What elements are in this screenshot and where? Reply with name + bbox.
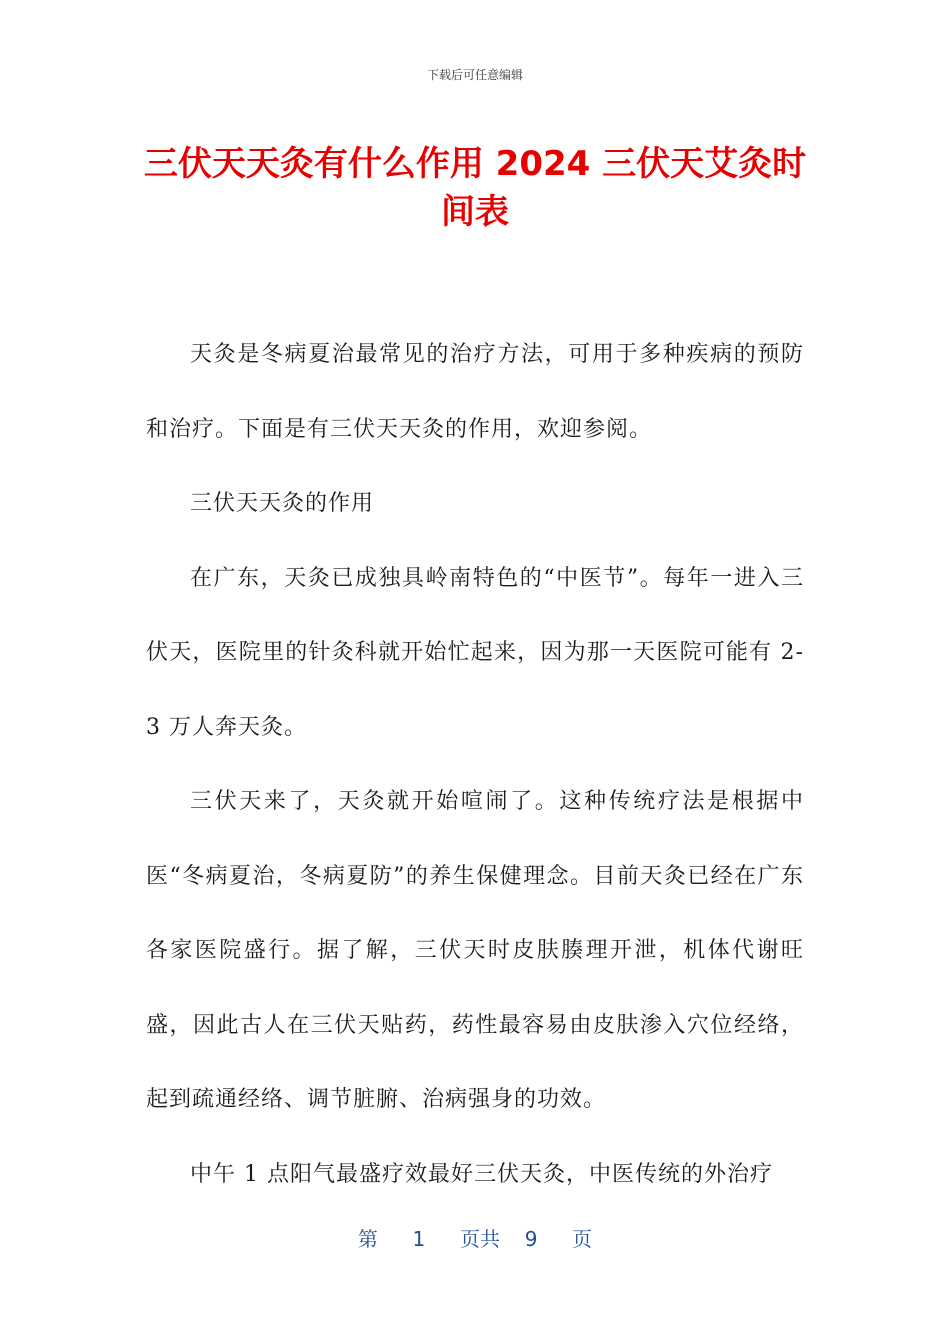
paragraph-noon: 中午 1 点阳气最盛疗效最好三伏天灸，中医传统的外治疗: [190, 1161, 773, 1187]
document-title: 三伏天天灸有什么作用 2024 三伏天艾灸时间表: [143, 144, 807, 232]
footer-suffix: 页: [572, 1227, 593, 1251]
footer-middle: 页共: [460, 1227, 500, 1251]
section-heading: 三伏天天灸的作用: [190, 491, 375, 516]
footer-total-pages: 9: [524, 1227, 538, 1251]
footer-prefix: 第: [357, 1227, 378, 1251]
paragraph-theory: 三伏天来了，天灸就开始喧闹了。这种传统疗法是根据中医“冬病夏治，冬病夏防”的养生保健理念。目前天灸已经在广东各家医院盛行。据了解，三伏天时皮肤腠理开泄，机体代谢旺盛，因此古人在三伏天贴药，药性最容易由皮肤渗入穴位经络，起到疏通经络、调节脏腑、治病强身的功效。: [146, 789, 804, 1112]
paragraph-intro: 天灸是冬病夏治最常见的治疗方法，可用于多种疾病的预防和治疗。下面是有三伏天天灸的作用，欢迎参阅。: [146, 342, 804, 442]
page-footer: [0, 1225, 950, 1253]
paragraph-guangdong: 在广东，天灸已成独具岭南特色的“中医节”。每年一进入三伏天，医院里的针灸科就开始忙起来，因为那一天医院可能有 2-3 万人奔天灸。: [146, 565, 804, 740]
document-body: [146, 318, 804, 1212]
header-note: 下载后可任意编辑: [426, 68, 523, 82]
footer-page-number: 1: [412, 1227, 426, 1251]
